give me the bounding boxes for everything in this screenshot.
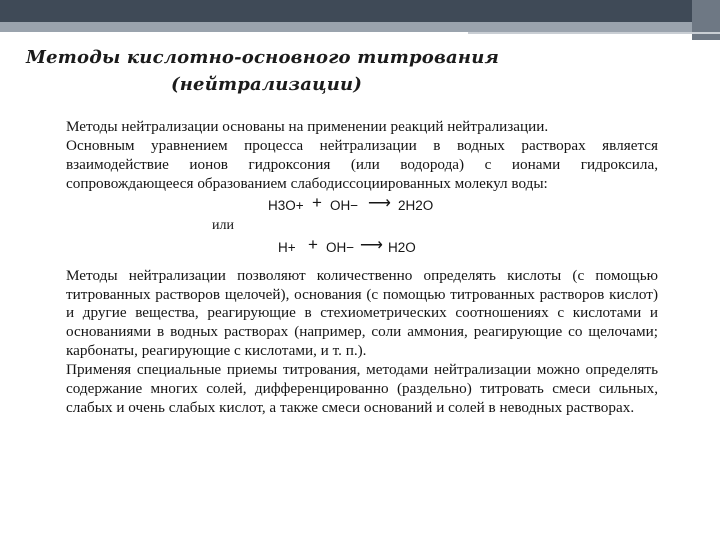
equation-or-label: или [212,217,234,233]
equation-hydrogen [66,236,658,259]
equation-1-product: 2H2O [398,197,434,213]
equation-1-arrow-icon: ⟶ [368,194,391,212]
paragraph-spacer [66,259,658,267]
equation-1-reactant-1: H3O+ [268,197,304,213]
paragraph-main-equation: Основным уравнением процесса нейтрализации в водных растворах является взаимодействие ионов гидроксония (или водорода) с ионами гидроксила, сопровождающееся образованием слабодиссоциированных молекул воды: [66,136,658,192]
equation-separator [66,217,658,236]
equation-2-arrow-icon: ⟶ [360,236,383,254]
equation-1-plus: + [312,192,322,212]
slide-header-bar [0,0,720,22]
equation-2-plus: + [308,234,318,254]
slide-header-accent [692,0,720,40]
slide-title [26,44,546,98]
paragraph-quantitative-determination: Методы нейтрализации позволяют количественно определять кислоты (с помощью титрованных растворов щелочей), основания (с помощью титрованных растворов кислот) и другие вещества, реагирующие в стехиометрических соотношениях с кислотами и основаниями в водных растворах (например, соли аммония, реагирующие со щелочами; карбонаты, реагирующие с кислотами, и т. п.). [66,266,658,360]
slide-title-line2: (нейтрализации) [171,74,363,95]
equation-hydronium [66,194,658,217]
equation-2-reactant-1: H+ [278,239,296,255]
equation-1-reactant-2: OH− [330,197,359,213]
slide-header-stripe [0,22,720,32]
slide-title-line1: Методы кислотно-основного титрования [26,47,500,68]
paragraph-neutralization-basis: Методы нейтрализации основаны на применении реакций нейтрализации. [66,118,549,135]
slide-header-rule [468,32,720,34]
paragraph-special-techniques: Применяя специальные приемы титрования, методами нейтрализации можно определять содержание многих солей, дифференцированно (раздельно) титровать смеси сильных, слабых и очень слабых кислот, а также смеси оснований и солей в неводных растворах. [66,361,658,416]
equation-2-product: H2O [388,239,416,255]
scanned-text-block [66,118,658,418]
equation-2-reactant-2: OH− [326,239,355,255]
